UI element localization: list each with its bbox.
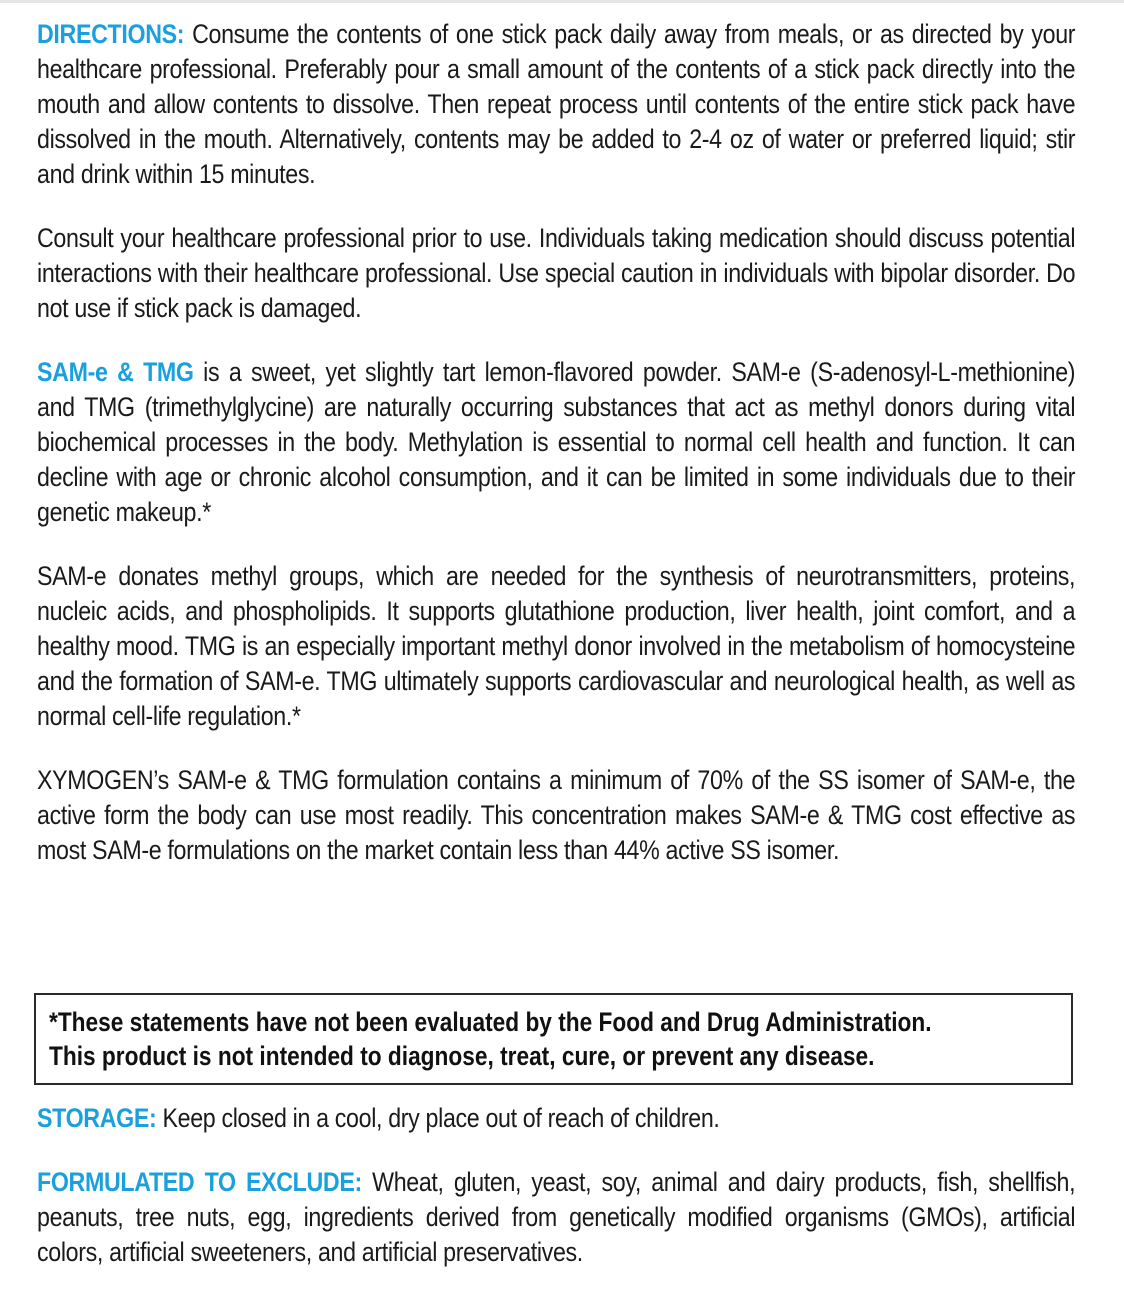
- directions-paragraph: [37, 17, 1075, 192]
- directions-heading: DIRECTIONS:: [37, 19, 185, 49]
- formulation-paragraph: XYMOGEN’s SAM-e & TMG formulation contains a minimum of 70% of the SS isomer of SAM-e, the active form the body can use most readily. This concentration makes SAM-e & TMG cost effective as most SAM-e formulations on the market contain less than 44% active SS isomer.: [37, 765, 1076, 865]
- storage-text: Keep closed in a cool, dry place out of reach of children.: [156, 1103, 720, 1133]
- caution-paragraph: Consult your healthcare professional prior to use. Individuals taking medication should discuss potential interactions with their healthcare professional. Use special caution in individuals with bipolar disorder. Do not use if stick pack is damaged.: [37, 223, 1076, 323]
- exclusions-text: Wheat, gluten, yeast, soy, animal and dairy products, fish, shellfish, peanuts, tree nuts, egg, ingredients derived from genetically modified organisms (GMOs), artificial colors, artificial sweeteners, and artificial preservatives.: [37, 1167, 1076, 1267]
- directions-text: Consume the contents of one stick pack daily away from meals, or as directed by your healthcare professional. Preferably pour a small amount of the contents of a stick pack directly into the mouth and allow contents to dissolve. Then repeat process until contents of the entire stick pack have dissolved in the mouth. Alternatively, contents may be added to 2-4 oz of water or preferred liquid; stir and drink within 15 minutes.: [37, 19, 1076, 189]
- storage-paragraph: [37, 1101, 1075, 1136]
- label-content: [37, 17, 1075, 868]
- product-name-heading: SAM-e & TMG: [37, 357, 194, 387]
- exclusions-heading: FORMULATED TO EXCLUDE:: [37, 1167, 362, 1197]
- storage-heading: STORAGE:: [37, 1103, 157, 1133]
- fda-disclaimer-line-2: This product is not intended to diagnose, treat, cure, or prevent any disease.: [49, 1041, 875, 1071]
- top-strip: [0, 0, 1124, 3]
- description-text: is a sweet, yet slightly tart lemon-flavored powder. SAM-e (S-adenosyl-L-methionine) and TMG (trimethylglycine) are naturally occurring substances that act as methyl donors during vital biochemical processes in the body. Methylation is essential to normal cell health and function. It can decline with age or chronic alcohol consumption, and it can be limited in some individuals due to their genetic makeup.*: [37, 357, 1076, 527]
- lower-content: [37, 1101, 1075, 1270]
- description-paragraph: [37, 355, 1075, 530]
- benefits-paragraph: SAM-e donates methyl groups, which are needed for the synthesis of neurotransmitters, proteins, nucleic acids, and phospholipids. It supports glutathione production, liver health, joint comfort, and a healthy mood. TMG is an especially important methyl donor involved in the metabolism of homocysteine and the formation of SAM-e. TMG ultimately supports cardiovascular and neurological health, as well as normal cell-life regulation.*: [37, 561, 1076, 731]
- exclusions-paragraph: [37, 1165, 1075, 1270]
- fda-disclaimer-box: [34, 993, 1073, 1085]
- fda-disclaimer-line-1: *These statements have not been evaluated by the Food and Drug Administration.: [49, 1007, 932, 1037]
